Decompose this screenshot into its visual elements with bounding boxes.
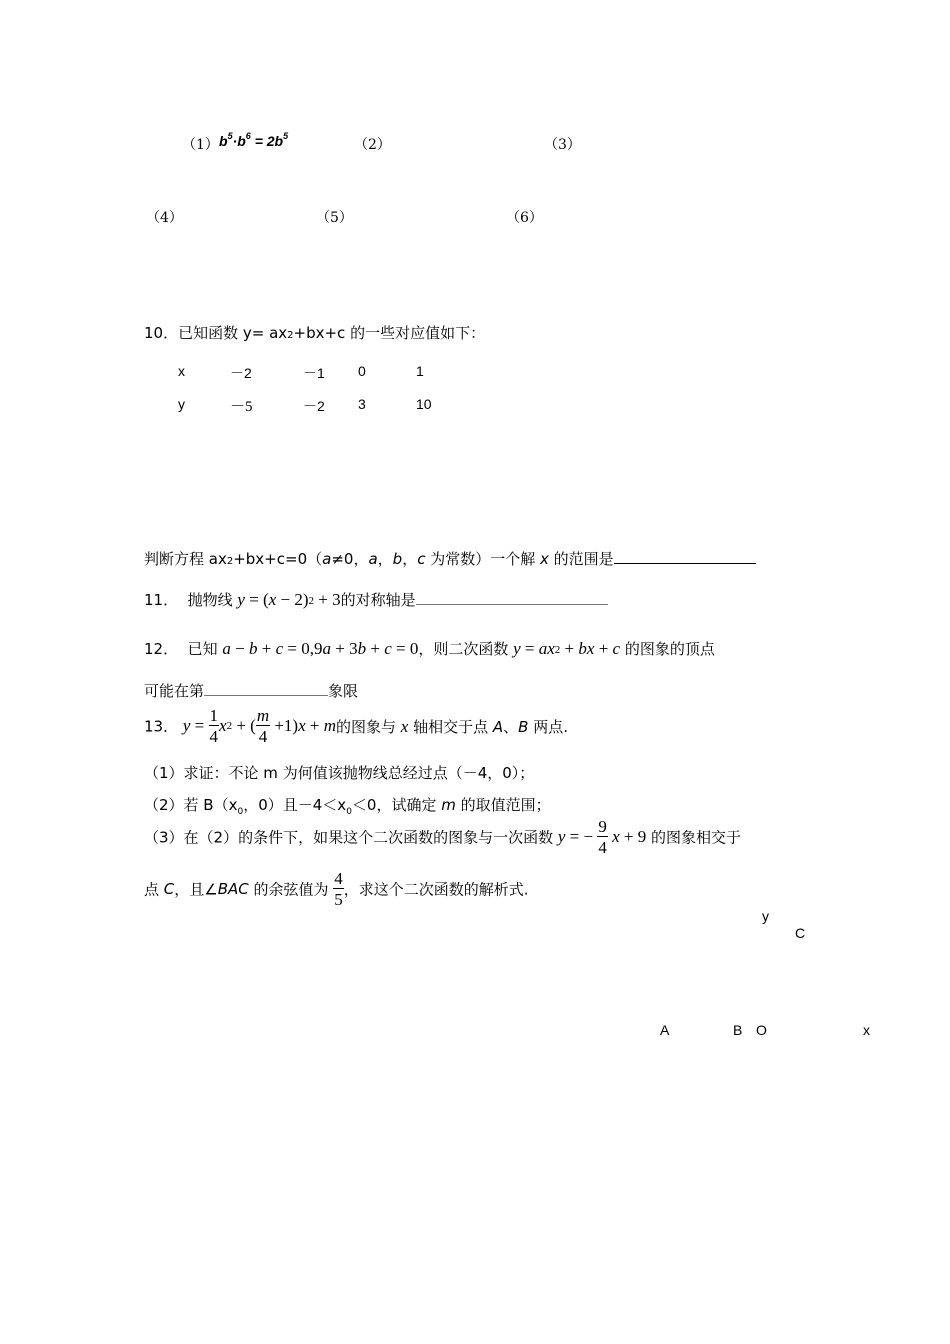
- q13-part3: （3）在（2）的条件下，如果这个二次函数的图象与一次函数 y = − $\frac{9}{4}$ x + 9 的图象相交于: [144, 817, 742, 857]
- q10-intro: 10．已知函数 y= ax2+bx+c 的一些对应值如下：: [144, 324, 486, 342]
- q9-item1-expression: $b^5\cdot b^6 = 2b^5$: [219, 131, 289, 149]
- table-row-header-y: y: [178, 396, 185, 412]
- q9-item5-label: （5）: [316, 210, 353, 226]
- figure-label-o: O: [756, 1022, 767, 1038]
- q9-item1-label: （1）: [182, 137, 219, 153]
- figure-label-a: A: [660, 1022, 670, 1038]
- figure-label-y: y: [762, 908, 769, 924]
- figure-label-x: x: [863, 1022, 870, 1038]
- q13-part2: （2）若 $B(x_0$，0）且$-4<x_0<0$，试确定 m 的取值范围；: [144, 796, 551, 817]
- q11-answer-blank[interactable]: [416, 604, 608, 605]
- q11-number: 11．: [144, 591, 179, 609]
- table-cell: －5: [230, 399, 253, 415]
- table-cell: －2: [230, 365, 252, 381]
- q9-item3-label: （3）: [544, 137, 581, 153]
- q11: 11． 抛物线 y = (x − 2)2 + 3的对称轴是: [144, 589, 608, 610]
- table-cell: 10: [416, 396, 432, 412]
- q12-answer-blank[interactable]: [204, 695, 328, 696]
- table-cell: 1: [416, 363, 424, 379]
- q13-intro: 13． y = $\frac{1}{4}$ x2 + ( $\frac{m}{4}$ +1)x + m的图象与 x 轴相交于点 A、B 两点.: [144, 706, 569, 746]
- q9-item6-label: （6）: [506, 210, 543, 226]
- q12-line2: 可能在第 象限: [144, 682, 359, 700]
- q13-part1: （1）求证：不论 m 为何值该抛物线总经过点（－4，0）；: [144, 764, 535, 782]
- figure-label-b: B: [733, 1022, 743, 1038]
- q13-number: 13．: [144, 717, 179, 736]
- q9-item4-label: （4）: [146, 210, 183, 226]
- table-cell: 0: [358, 363, 366, 379]
- q10-var-x: x: [540, 550, 549, 568]
- q12: 12． 已知 a − b + c = 0,9a + 3b + c = 0，则二次函数 y = ax2 + bx + c 的图象的顶点: [144, 639, 715, 658]
- table-row-header-x: x: [178, 363, 185, 379]
- figure-label-c: C: [795, 925, 806, 941]
- q10-question: 判断方程 ax2+bx+c=0（a≠0，a，b，c 为常数）一个解 x 的范围是: [144, 548, 756, 569]
- q13-part3-line2: 点 C，且∠BAC 的余弦值为 $\frac{4}{5}$ ，求这个二次函数的解析式.: [144, 869, 529, 909]
- table-cell: 3: [358, 396, 366, 412]
- table-cell: －1: [303, 365, 325, 381]
- table-cell: －2: [303, 398, 325, 414]
- q10-answer-blank[interactable]: [614, 563, 756, 564]
- q12-number: 12．: [144, 640, 179, 658]
- q9-item2-label: （2）: [354, 137, 391, 153]
